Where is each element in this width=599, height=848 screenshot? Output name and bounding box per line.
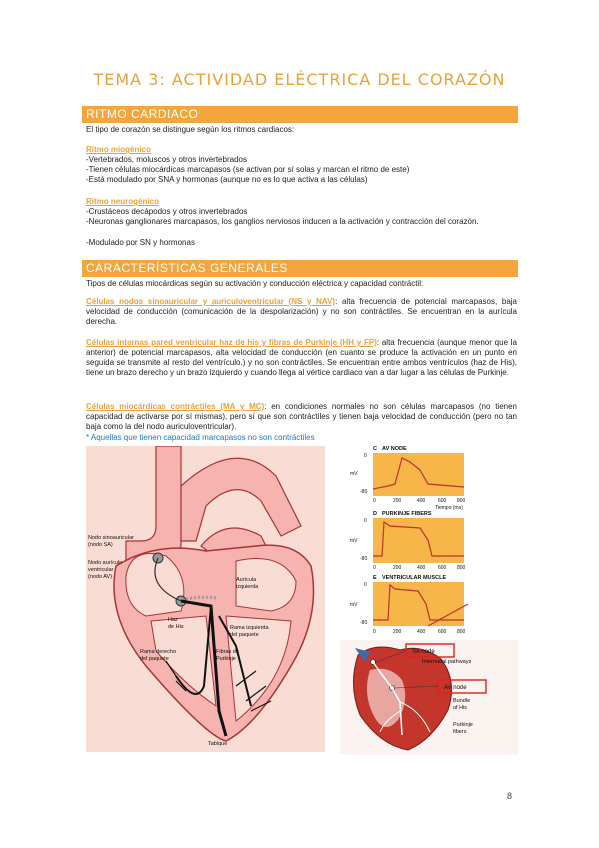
label-av-2: ventricular bbox=[88, 567, 114, 573]
graph-c-xtick-1: 200 bbox=[393, 498, 402, 504]
paragraph-contractiles-title: Células miocárdicas contráctiles (MA y MC) bbox=[86, 402, 265, 411]
neurogenico-line-2: -Neuronas ganglionares marcapasos, los ganglios nerviosos inducen a la activación y contracción del corazón. bbox=[86, 217, 479, 226]
label-av-1: Nodo aurículo bbox=[88, 560, 123, 566]
photo-label-sa: SA node bbox=[412, 649, 435, 655]
photo-label-av: AV node bbox=[444, 685, 467, 691]
action-potential-graphs bbox=[340, 444, 510, 639]
graph-c-ytick-0: 0 bbox=[364, 453, 367, 459]
miogenico-line-3: -Está modulado por SNA y hormonas (aunque no es lo que activa a las células) bbox=[86, 175, 368, 184]
graph-e-xtick-4: 800 bbox=[457, 629, 466, 635]
graph-d-xtick-0: 0 bbox=[373, 565, 376, 571]
note-marcapasos: * Aquellas que tienen capacidad marcapasos no son contráctiles bbox=[86, 433, 315, 442]
graph-e-ytick-0: 0 bbox=[364, 582, 367, 588]
section-heading-ritmo: RITMO CARDIACO bbox=[82, 106, 518, 123]
graph-c-xtick-0: 0 bbox=[373, 498, 376, 504]
graph-e-xtick-1: 200 bbox=[393, 629, 402, 635]
label-fibras-1: Fibras de bbox=[216, 649, 239, 655]
graph-c-letter: C bbox=[373, 446, 377, 452]
page-number: 8 bbox=[507, 791, 513, 801]
paragraph-his-title: Células internas pared ventricular haz de his y fibras de Purkinje (HH y FP) bbox=[86, 338, 377, 347]
graph-c-xlabel: Tiempo (ms) bbox=[435, 505, 463, 511]
graph-e-xtick-2: 400 bbox=[417, 629, 426, 635]
graph-e-letter: E bbox=[373, 575, 377, 581]
miogenico-title: Ritmo miogénico bbox=[86, 145, 151, 154]
graph-e-xtick-0: 0 bbox=[373, 629, 376, 635]
graph-d-xtick-2: 400 bbox=[417, 565, 426, 571]
heart-conduction-photo bbox=[340, 640, 518, 755]
paragraph-his-text: : alta frecuencia (aunque menor que la anterior) de potencial marcapasos, alta velocidad de conducción (en cuanto se produce la activación en un punto en seguida se transmite al resto del ventrículo.) y no son contráctiles. Se encuentran entre ambos ventrículos (haz de His), tiene un brazo derecho y un brazo izquierdo y cuando llega al vértice cardiaco van a dar lugar a las células de Purkinje. bbox=[86, 338, 517, 377]
graph-c-title: AV NODE bbox=[382, 446, 407, 452]
label-tabique: Tabique bbox=[208, 741, 228, 747]
graph-d-ytick-0: 0 bbox=[364, 518, 367, 524]
graph-e-ylabel: mV bbox=[350, 602, 358, 608]
graph-c-xtick-4: 800 bbox=[457, 498, 466, 504]
label-fibras-2: Purkinje bbox=[216, 656, 236, 662]
neurogenico-line-1: -Crustáceos decápodos y otros invertebrados bbox=[86, 207, 248, 216]
graph-e-ytick-1: -80 bbox=[360, 620, 368, 626]
label-sa-1: Nodo sinoauricular bbox=[88, 535, 134, 541]
paragraph-contractiles bbox=[86, 402, 517, 432]
label-rama-der-1: Rama derecho bbox=[140, 649, 177, 655]
label-sa-2: (nodo SA) bbox=[88, 542, 113, 548]
label-auricula-1: Aurícula bbox=[236, 577, 257, 583]
graph-d-xtick-3: 600 bbox=[438, 565, 447, 571]
paragraph-nodos bbox=[86, 297, 517, 327]
paragraph-nodos-text: : alta frecuencia de potencial marcapasos, baja velocidad de conducción (comunicación de la despolarización) y no son contráctiles. Se encuentran en la aurícula derecha. bbox=[86, 297, 517, 326]
graph-d-ylabel: mV bbox=[350, 538, 358, 544]
miogenico-line-2: -Tienen células miocárdicas marcapasos (se activan por sí solas y marcan el ritmo de este) bbox=[86, 165, 410, 174]
heart-conduction-diagram bbox=[86, 446, 325, 752]
graph-c-xtick-2: 400 bbox=[417, 498, 426, 504]
paragraph-nodos-title: Células nodos sinoauricular y auriculoventricular (NS y NAV) bbox=[86, 297, 336, 306]
miogenico-line-1: -Vertebrados, moluscos y otros invertebrados bbox=[86, 155, 247, 164]
photo-label-purkinje-2: fibers bbox=[453, 729, 467, 735]
graph-e-xtick-3: 600 bbox=[438, 629, 447, 635]
neurogenico-title: Ritmo neurogénico bbox=[86, 197, 159, 206]
photo-label-internodal: Internodal pathways bbox=[422, 659, 472, 665]
graph-c-ylabel: mV bbox=[350, 471, 358, 477]
graph-d-letter: D bbox=[373, 511, 377, 517]
graph-d-xtick-4: 800 bbox=[457, 565, 466, 571]
graph-c-xtick-3: 600 bbox=[438, 498, 447, 504]
graph-e-title: VENTRICULAR MUSCLE bbox=[382, 575, 447, 581]
label-rama-der-2: del paquete bbox=[140, 656, 169, 662]
photo-label-purkinje-1: Purkinje bbox=[453, 722, 473, 728]
label-rama-izq-1: Rama izquierda bbox=[230, 625, 269, 631]
graph-d-ytick-1: -80 bbox=[360, 556, 368, 562]
paragraph-contractiles-text: : en condiciones normales no son células marcapasos (no tienen capacidad de activarse por sí mismas), pero sí que son contráctiles y tienen baja velocidad de conducción (pero no tan baja como la del nodo auriculoventricular). bbox=[86, 402, 517, 431]
label-haz-2: de His bbox=[168, 624, 184, 630]
label-av-3: (nodo AV) bbox=[88, 574, 113, 580]
page-title: TEMA 3: ACTIVIDAD ELÉCTRICA DEL CORAZÓN bbox=[93, 70, 506, 89]
graph-d-xtick-1: 200 bbox=[393, 565, 402, 571]
ritmo-intro: El tipo de corazón se distingue según los ritmos cardiacos: bbox=[86, 125, 295, 134]
graph-c-plot-area bbox=[373, 453, 464, 496]
label-haz-1: Haz bbox=[168, 617, 178, 623]
label-auricula-2: izquierda bbox=[236, 584, 259, 590]
graph-c-ytick-1: -80 bbox=[360, 489, 368, 495]
photo-label-bundle-1: Bundle bbox=[453, 698, 471, 704]
graph-d-title: PURKINJE FIBERS bbox=[382, 511, 432, 517]
photo-label-bundle-2: of His bbox=[453, 705, 468, 711]
neurogenico-line-3: -Modulado por SN y hormonas bbox=[86, 238, 195, 247]
caract-intro: Tipos de células miocárdicas según su activación y conducción eléctrica y capacidad contráctil: bbox=[86, 279, 424, 288]
section-heading-caracteristicas: CARACTERÍSTICAS GENERALES bbox=[82, 260, 518, 277]
label-rama-izq-2: del paquete bbox=[230, 632, 259, 638]
paragraph-his-purkinje bbox=[86, 338, 517, 378]
